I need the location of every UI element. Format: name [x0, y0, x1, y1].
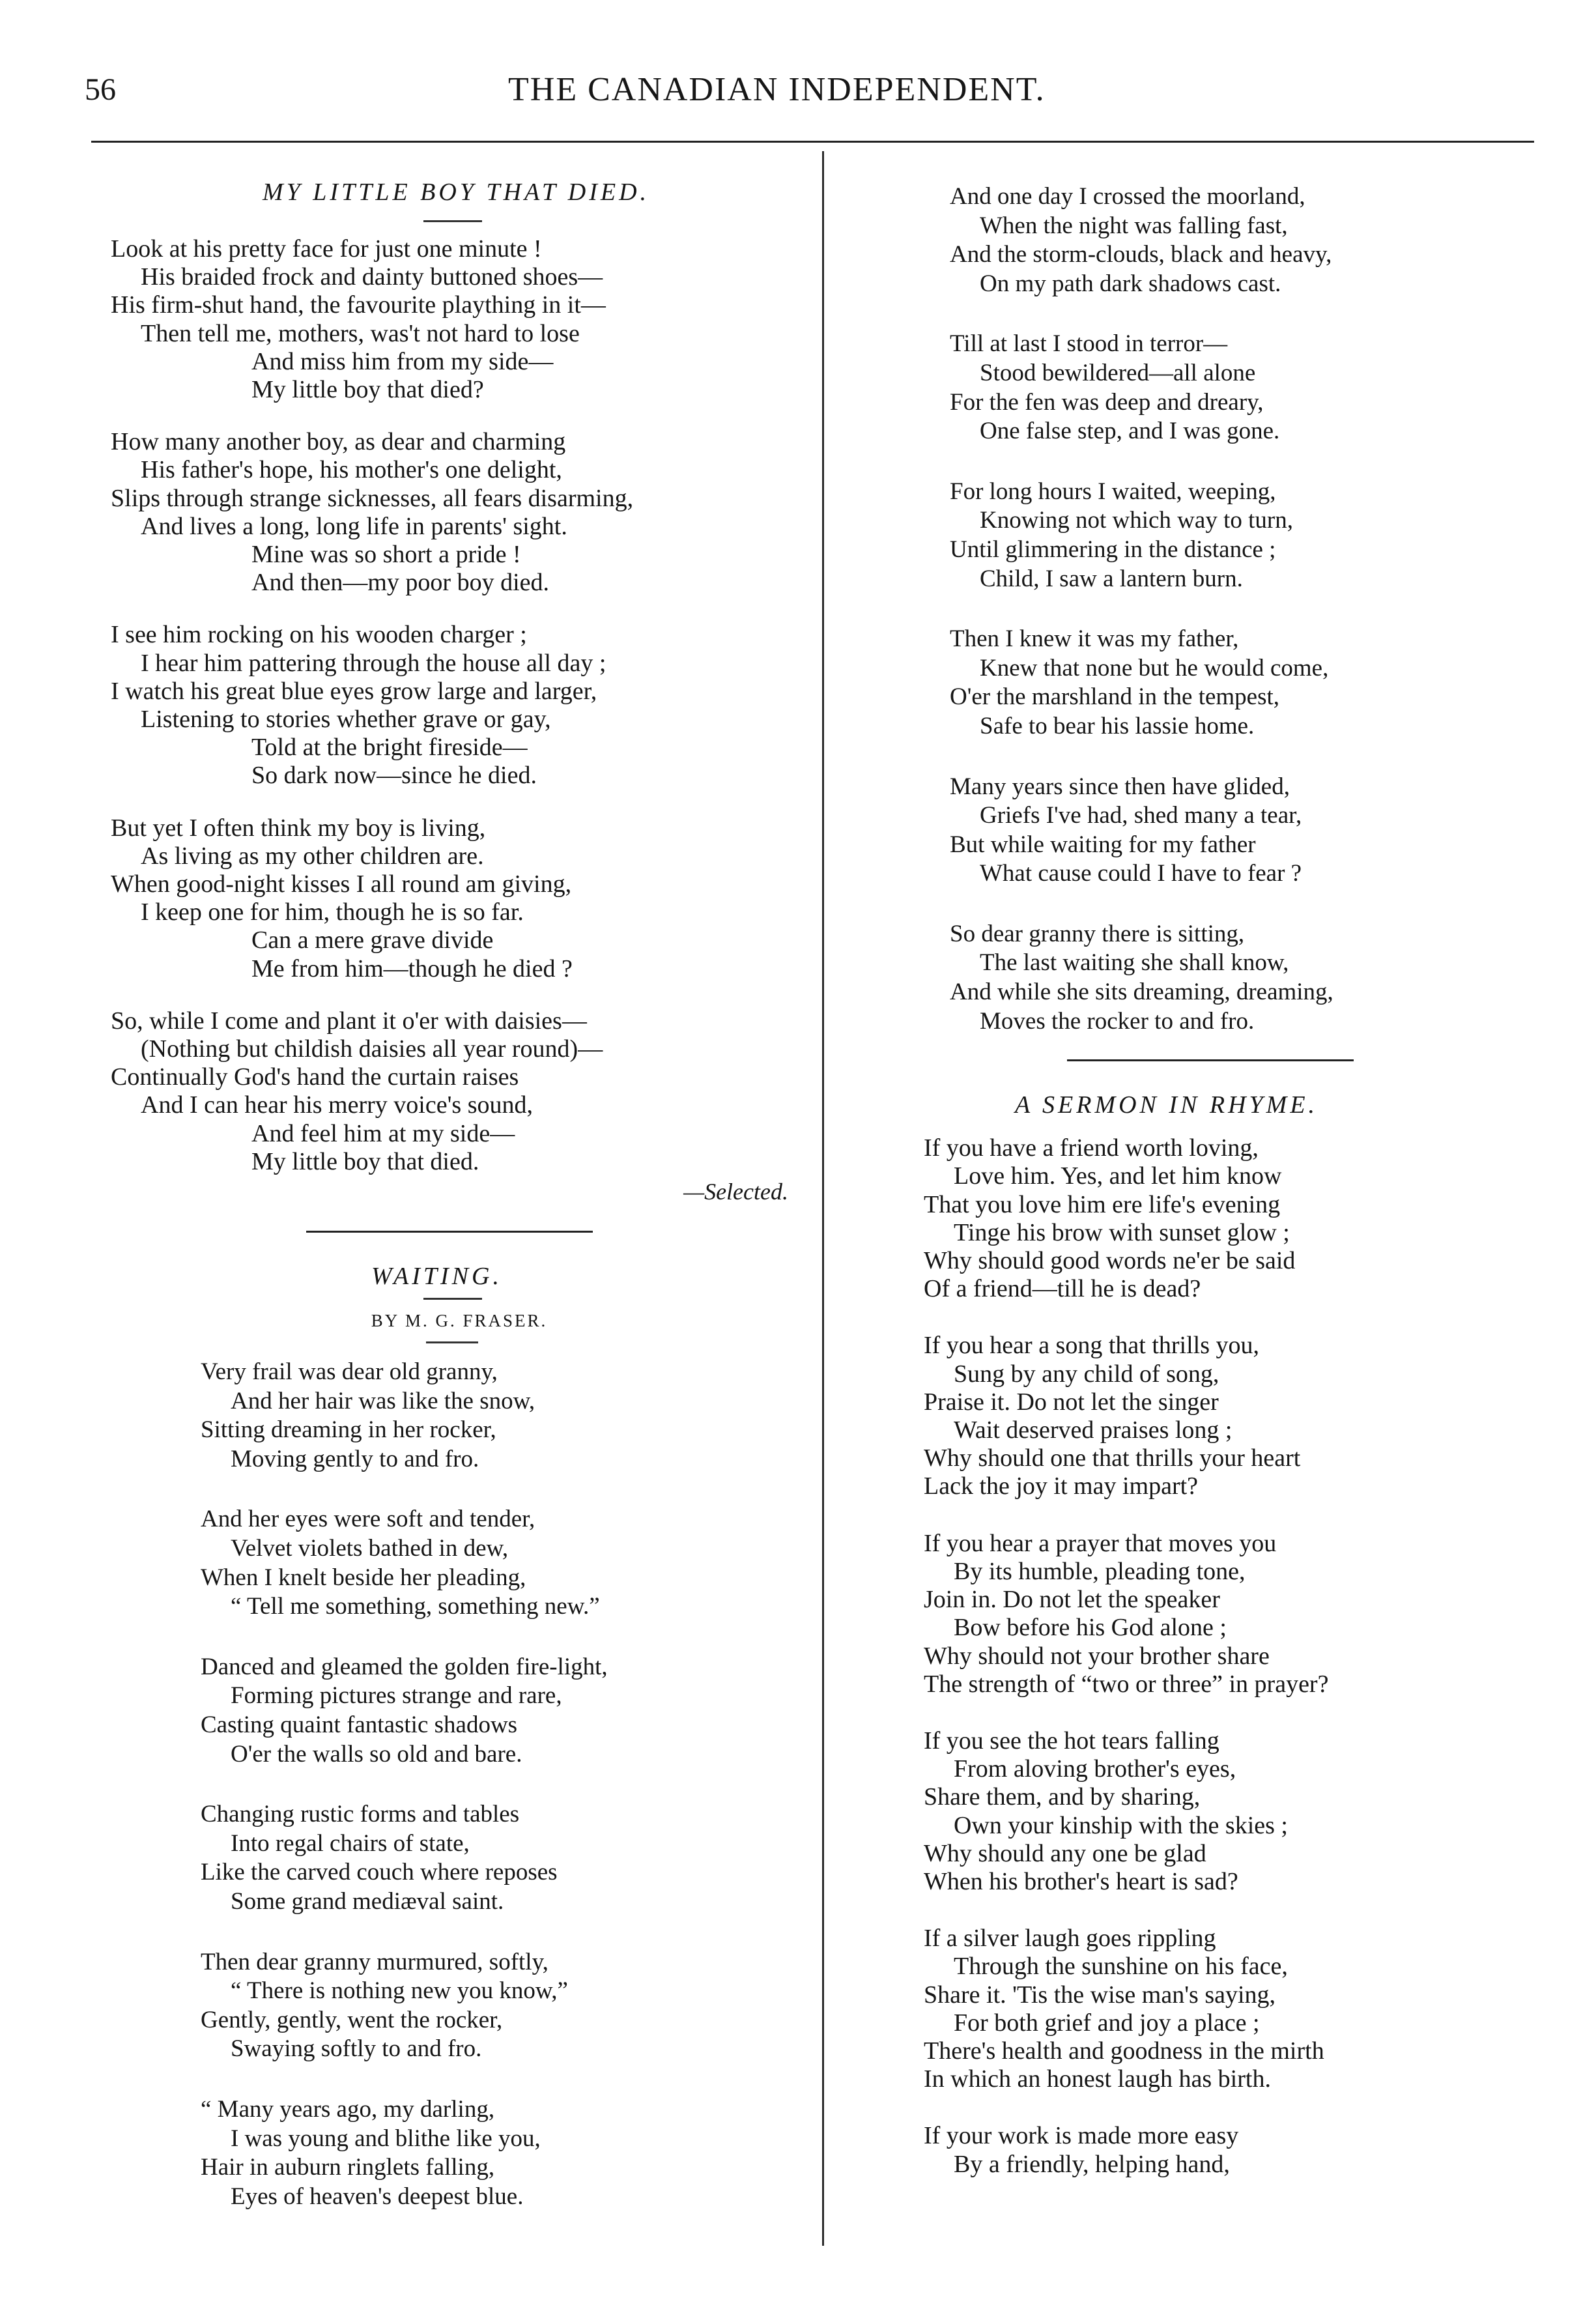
poem-line: Told at the bright fireside—: [251, 734, 528, 762]
poem-line: Knew that none but he would come,: [980, 654, 1329, 681]
poem-line: Till at last I stood in terror—: [950, 330, 1228, 358]
poem-line: From aloving brother's eyes,: [954, 1755, 1236, 1783]
poem-title-waiting: WAITING.: [371, 1263, 502, 1291]
poem-line: Look at his pretty face for just one minute !: [111, 235, 542, 263]
poem-line: When his brother's heart is sad?: [924, 1867, 1238, 1895]
stanza: [111, 235, 801, 404]
poem-line: My little boy that died.: [251, 1147, 479, 1175]
poem-line: Praise it. Do not let the singer: [924, 1388, 1219, 1416]
stanza: [924, 1530, 1517, 1698]
poem-line: Eyes of heaven's deepest blue.: [231, 2183, 524, 2210]
poem-line: Bow before his God alone ;: [954, 1614, 1227, 1642]
stanza: [950, 330, 1517, 446]
poem-line: But while waiting for my father: [950, 831, 1256, 858]
poem-line: If you hear a song that thrills you,: [924, 1332, 1260, 1360]
poem-line: Many years since then have glided,: [950, 773, 1290, 800]
page-number: 56: [85, 72, 116, 107]
poem-line: O'er the marshland in the tempest,: [950, 683, 1280, 711]
poem-line: Child, I saw a lantern burn.: [980, 565, 1243, 592]
poem-line: And feel him at my side—: [251, 1119, 515, 1147]
poem-line: Of a friend—till he is dead?: [924, 1275, 1201, 1303]
poem-line: And her eyes were soft and tender,: [201, 1506, 535, 1533]
poem-line: Listening to stories whether grave or gay,: [141, 706, 551, 734]
stanza: [111, 1007, 801, 1176]
poem-line: “ Tell me something, something new.”: [231, 1593, 600, 1620]
poem-line: Hair in auburn ringlets falling,: [201, 2154, 495, 2181]
stanza: [201, 1358, 801, 1474]
stanza: [201, 1948, 801, 2064]
poem-line: “ Many years ago, my darling,: [201, 2095, 495, 2123]
poem-line: Danced and gleamed the golden fire-light,: [201, 1653, 608, 1680]
poem-line: So dear granny there is sitting,: [950, 920, 1245, 947]
section-rule: [306, 1231, 593, 1233]
poem-line: When I knelt beside her pleading,: [201, 1564, 526, 1591]
poem-line: When the night was falling fast,: [980, 212, 1288, 239]
poem-line: Sung by any child of song,: [954, 1360, 1219, 1388]
poem-line: Slips through strange sicknesses, all fears disarming,: [111, 484, 634, 512]
poem-line: In which an honest laugh has birth.: [924, 2065, 1271, 2093]
poem-line: How many another boy, as dear and charming: [111, 428, 566, 456]
stanza: [111, 428, 801, 597]
poem-line: If a silver laugh goes rippling: [924, 1925, 1216, 1953]
poem-line: Very frail was dear old granny,: [201, 1358, 498, 1386]
poem-line: And her hair was like the snow,: [231, 1387, 535, 1414]
poem-line: And miss him from my side—: [251, 347, 554, 375]
poem-line: Then I knew it was my father,: [950, 625, 1239, 653]
left-column: [111, 176, 801, 2211]
poem-line: Then tell me, mothers, was't not hard to lose: [141, 319, 580, 347]
poem-line: Safe to bear his lassie home.: [980, 712, 1255, 739]
poem-line: And one day I crossed the moorland,: [950, 183, 1305, 210]
poem-line: Why should not your brother share: [924, 1642, 1270, 1670]
poem-title-my-little-boy: MY LITTLE BOY THAT DIED.: [262, 179, 650, 206]
title-rule: [423, 1298, 482, 1300]
poem-line: Then dear granny murmured, softly,: [201, 1948, 549, 1975]
poem-attribution: —Selected.: [683, 1179, 788, 1205]
stanza: [924, 1727, 1517, 1896]
journal-title: THE CANADIAN INDEPENDENT.: [508, 71, 1046, 108]
poem-line: If you hear a prayer that moves you: [924, 1529, 1277, 1557]
poem-line: If you have a friend worth loving,: [924, 1134, 1259, 1162]
poem-line: But yet I often think my boy is living,: [111, 814, 486, 842]
poem-line: Through the sunshine on his face,: [954, 1953, 1288, 1981]
poem-line: What cause could I have to fear ?: [980, 860, 1302, 887]
poem-line: Own your kinship with the skies ;: [954, 1811, 1288, 1839]
poem-line: Why should good words ne'er be said: [924, 1247, 1296, 1275]
poem-line: And lives a long, long life in parents' sight.: [141, 512, 567, 540]
poem-line: One false step, and I was gone.: [980, 418, 1280, 445]
poem-line: (Nothing but childish daisies all year round)—: [141, 1035, 603, 1063]
stanza: [950, 182, 1517, 298]
poem-line: I hear him pattering through the house all day ;: [141, 649, 606, 677]
poem-line: The last waiting she shall know,: [980, 949, 1289, 977]
poem-line: By a friendly, helping hand,: [954, 2150, 1230, 2178]
poem-line: I watch his great blue eyes grow large and larger,: [111, 677, 597, 705]
poem-title-sermon-in-rhyme: A SERMON IN RHYME.: [1015, 1091, 1318, 1119]
stanza: [924, 2122, 1517, 2178]
poem-line: When good-night kisses I all round am giving,: [111, 870, 572, 898]
poem-line: Can a mere grave divide: [251, 926, 494, 954]
stanza: [924, 1134, 1517, 1303]
section-rule: [1067, 1059, 1354, 1061]
poem-line: Love him. Yes, and let him know: [954, 1162, 1282, 1190]
poem-line: Casting quaint fantastic shadows: [201, 1712, 518, 1739]
poem-line: So dark now—since he died.: [251, 762, 537, 790]
stanza: [111, 621, 801, 790]
poem-byline: BY M. G. FRASER.: [371, 1311, 548, 1331]
poem-line: Sitting dreaming in her rocker,: [201, 1416, 496, 1444]
poem-line: By its humble, pleading tone,: [954, 1557, 1246, 1585]
stanza: [924, 1925, 1517, 2093]
poem-line: Stood bewildered—all alone: [980, 359, 1256, 386]
poem-line: The strength of “two or three” in prayer?: [924, 1670, 1329, 1698]
poem-body-waiting-part2: [950, 182, 1517, 1036]
poem-body-waiting-part1: [201, 1358, 801, 2211]
poem-line: Continually God's hand the curtain raises: [111, 1063, 519, 1091]
poem-line: I see him rocking on his wooden charger ;: [111, 621, 527, 649]
right-column: [917, 176, 1517, 2179]
poem-line: Knowing not which way to turn,: [980, 507, 1293, 534]
poem-line: Gently, gently, went the rocker,: [201, 2006, 503, 2033]
poem-line: Velvet violets bathed in dew,: [231, 1535, 509, 1562]
stanza: [950, 920, 1517, 1036]
poem-line: Wait deserved praises long ;: [954, 1416, 1233, 1444]
stanza: [950, 625, 1517, 741]
poem-line: And then—my poor boy died.: [251, 569, 550, 597]
poem-line: Tinge his brow with sunset glow ;: [954, 1218, 1290, 1246]
stanza: [950, 478, 1517, 594]
poem-line: His firm-shut hand, the favourite plaything in it—: [111, 291, 606, 319]
poem-line: If your work is made more easy: [924, 2122, 1239, 2150]
poem-line: On my path dark shadows cast.: [980, 270, 1281, 297]
poem-line: Join in. Do not let the speaker: [924, 1586, 1220, 1614]
poem-line: Until glimmering in the distance ;: [950, 536, 1276, 563]
byline-rule: [426, 1341, 478, 1343]
poem-line: Changing rustic forms and tables: [201, 1801, 520, 1828]
stanza: [201, 1653, 801, 1769]
poem-line: There's health and goodness in the mirth: [924, 2037, 1324, 2065]
stanza: [201, 2095, 801, 2211]
poem-line: “ There is nothing new you know,”: [231, 1977, 568, 2005]
poem-line: Moving gently to and fro.: [231, 1445, 479, 1472]
poem-line: That you love him ere life's evening: [924, 1190, 1281, 1218]
poem-body-my-little-boy: [111, 235, 801, 1176]
poem-line: O'er the walls so old and bare.: [231, 1740, 522, 1768]
stanza: [924, 1332, 1517, 1500]
stanza: [111, 814, 801, 983]
poem-line: For both grief and joy a place ;: [954, 2009, 1260, 2037]
poem-line: Griefs I've had, shed many a tear,: [980, 802, 1302, 829]
stanza: [950, 773, 1517, 889]
poem-line: Share it. 'Tis the wise man's saying,: [924, 1981, 1276, 2009]
title-rule: [423, 220, 482, 222]
poem-line: For long hours I waited, weeping,: [950, 478, 1276, 505]
poem-line: So, while I come and plant it o'er with daisies—: [111, 1007, 587, 1035]
poem-line: And I can hear his merry voice's sound,: [141, 1091, 534, 1119]
header-rule: [91, 141, 1534, 143]
poem-line: And while she sits dreaming, dreaming,: [950, 979, 1333, 1006]
poem-line: Some grand mediæval saint.: [231, 1888, 504, 1915]
poem-line: Moves the rocker to and fro.: [980, 1007, 1255, 1035]
poem-body-sermon-in-rhyme: [924, 1134, 1517, 2179]
stanza: [201, 1505, 801, 1621]
poem-line: I was young and blithe like you,: [231, 2125, 541, 2152]
poem-line: Forming pictures strange and rare,: [231, 1682, 562, 1710]
poem-line: If you see the hot tears falling: [924, 1727, 1219, 1755]
poem-line: Share them, and by sharing,: [924, 1783, 1201, 1811]
poem-line: For the fen was deep and dreary,: [950, 388, 1264, 416]
poem-line: I keep one for him, though he is so far.: [141, 898, 524, 926]
column-divider: [822, 151, 824, 2246]
poem-line: Lack the joy it may impart?: [924, 1472, 1199, 1500]
poem-line: And the storm-clouds, black and heavy,: [950, 241, 1332, 268]
stanza: [201, 1800, 801, 1916]
poem-line: My little boy that died?: [251, 376, 484, 404]
poem-line: Like the carved couch where reposes: [201, 1859, 558, 1886]
poem-line: Me from him—though he died ?: [251, 954, 573, 982]
poem-line: As living as my other children are.: [141, 842, 484, 870]
poem-line: Why should one that thrills your heart: [924, 1444, 1301, 1472]
poem-line: Mine was so short a pride !: [251, 541, 521, 569]
poem-line: Swaying softly to and fro.: [231, 2035, 482, 2063]
poem-line: His braided frock and dainty buttoned shoes—: [141, 263, 603, 291]
poem-line: Why should any one be glad: [924, 1839, 1206, 1867]
poem-line: Into regal chairs of state,: [231, 1829, 470, 1857]
poem-line: His father's hope, his mother's one delight,: [141, 456, 562, 484]
